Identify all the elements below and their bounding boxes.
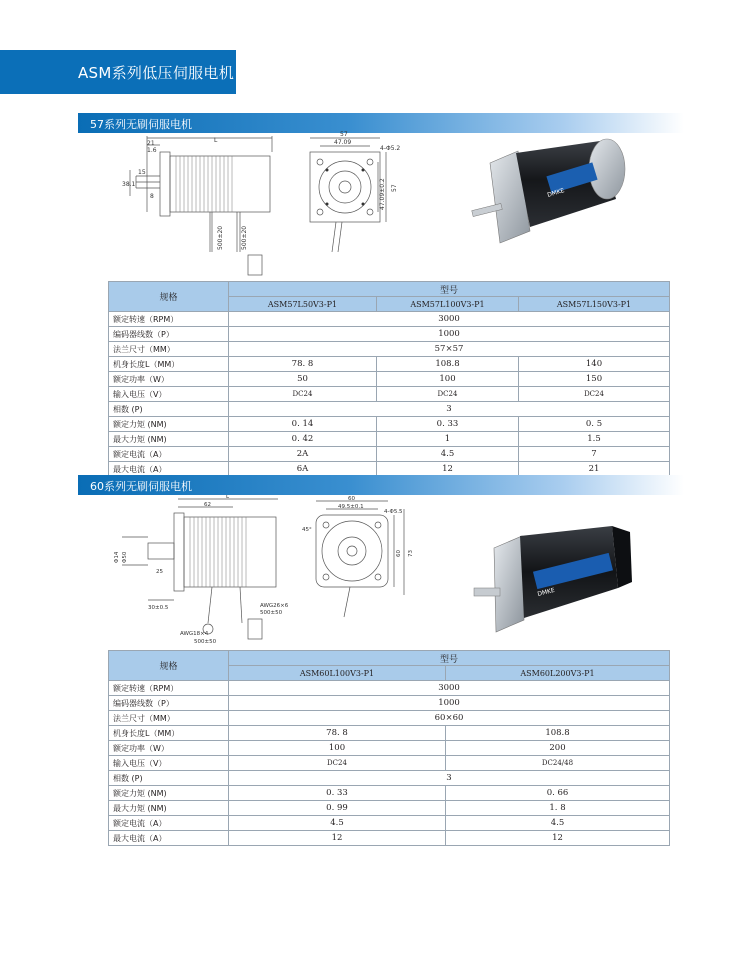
cell-value: 50	[229, 372, 377, 387]
table-row	[109, 357, 670, 372]
table-row	[109, 327, 670, 342]
dim-60-45deg: 45°	[302, 527, 312, 533]
motor-60-photo	[470, 522, 640, 634]
spec-table-57	[108, 281, 670, 477]
cell-value: DC24/48	[446, 756, 670, 771]
table-60-model-header: 型号	[229, 651, 670, 666]
cell-value: 0. 66	[446, 786, 670, 801]
dim-60-73: 73	[408, 550, 414, 557]
dim-60-L: L	[226, 495, 230, 500]
cell-value: 0. 33	[377, 417, 519, 432]
row-label: 最大力矩 (NM)	[109, 801, 229, 816]
cell-value: 0. 14	[229, 417, 377, 432]
cell-value: 21	[519, 462, 670, 477]
dim-60-60-side: 60	[396, 550, 402, 557]
table-row	[109, 771, 670, 786]
dim-60-62: 62	[204, 502, 211, 508]
cell-value: 140	[519, 357, 670, 372]
row-label: 额定功率（W）	[109, 741, 229, 756]
cell-value: 12	[229, 831, 446, 846]
page-header-bar	[0, 50, 236, 94]
row-label: 输入电压（V）	[109, 387, 229, 402]
cell-value: DC24	[519, 387, 670, 402]
cell-value: 12	[446, 831, 670, 846]
dim-57-cable1: 500±20	[217, 225, 224, 250]
cell-value: DC24	[229, 756, 446, 771]
table-row	[109, 312, 670, 327]
table-57-model-2: ASM57L100V3-P1	[377, 297, 519, 312]
cell-value: 60×60	[229, 711, 670, 726]
row-label: 额定转速（RPM）	[109, 681, 229, 696]
dim-57-57-side: 57	[391, 184, 398, 192]
row-label: 额定力矩 (NM)	[109, 786, 229, 801]
dim-60-awg26: AWG26×6	[260, 603, 289, 609]
dim-57-8: 8	[150, 193, 154, 200]
table-57-spec-header: 规格	[109, 282, 229, 312]
row-label: 编码器线数（P）	[109, 696, 229, 711]
dim-57-holes: 4-Φ5.2	[380, 145, 401, 152]
table-57-model-header: 型号	[229, 282, 670, 297]
table-row	[109, 447, 670, 462]
row-label: 额定电流（A）	[109, 816, 229, 831]
spec-table-60	[108, 650, 670, 846]
row-label: 法兰尺寸（MM）	[109, 342, 229, 357]
cell-value: 4.5	[446, 816, 670, 831]
dim-57-47-09: 47.09	[334, 139, 352, 146]
section-57-title: 57系列无刷伺服电机	[90, 118, 192, 131]
table-60-spec-header: 规格	[109, 651, 229, 681]
row-label: 法兰尺寸（MM）	[109, 711, 229, 726]
table-row	[109, 741, 670, 756]
row-label: 额定力矩 (NM)	[109, 417, 229, 432]
cell-value: 78. 8	[229, 726, 446, 741]
dim-60-phi50: Φ50	[122, 551, 128, 563]
cell-value: 108.8	[446, 726, 670, 741]
dim-60-60-top: 60	[348, 496, 355, 502]
dim-60-cable2: 500±50	[260, 610, 283, 616]
cell-value: 2A	[229, 447, 377, 462]
row-label: 编码器线数（P）	[109, 327, 229, 342]
cell-value: 6A	[229, 462, 377, 477]
page-title: ASM系列低压伺服电机	[78, 64, 235, 82]
dim-57-15: 15	[138, 169, 146, 176]
cell-value: 0. 99	[229, 801, 446, 816]
cell-value: 150	[519, 372, 670, 387]
cell-value: DC24	[377, 387, 519, 402]
table-row	[109, 801, 670, 816]
row-label: 相数 (P)	[109, 402, 229, 417]
table-row	[109, 816, 670, 831]
drawing-60-front	[300, 495, 420, 625]
cell-value: 4.5	[229, 816, 446, 831]
dim-60-30: 30±0.5	[148, 605, 169, 611]
dim-60-cable1: 500±50	[194, 639, 217, 645]
table-57-model-1: ASM57L50V3-P1	[229, 297, 377, 312]
table-57-model-3: ASM57L150V3-P1	[519, 297, 670, 312]
cell-value: 1. 8	[446, 801, 670, 816]
dim-57-57-top: 57	[340, 131, 348, 138]
table-row	[109, 417, 670, 432]
table-60-model-2: ASM60L200V3-P1	[446, 666, 670, 681]
cell-value: 3	[229, 771, 670, 786]
cell-value: 1000	[229, 696, 670, 711]
table-row	[109, 432, 670, 447]
table-row	[109, 681, 670, 696]
cell-value: DC24	[229, 387, 377, 402]
cell-value: 4.5	[377, 447, 519, 462]
cell-value: 3	[229, 402, 670, 417]
cell-value: 0. 5	[519, 417, 670, 432]
cell-value: 78. 8	[229, 357, 377, 372]
cell-value: 1.5	[519, 432, 670, 447]
drawing-57-side	[122, 132, 287, 280]
dim-60-holes: 4-Φ5.5	[384, 509, 403, 515]
table-row	[109, 756, 670, 771]
row-label: 最大电流（A）	[109, 462, 229, 477]
cell-value: 200	[446, 741, 670, 756]
section-60-bar	[78, 475, 684, 495]
drawing-57-front	[292, 130, 417, 260]
cell-value: 3000	[229, 312, 670, 327]
dim-60-phi14: Φ14	[114, 551, 120, 563]
row-label: 额定功率（W）	[109, 372, 229, 387]
table-row	[109, 372, 670, 387]
table-row	[109, 342, 670, 357]
cell-value: 57×57	[229, 342, 670, 357]
cell-value: 100	[377, 372, 519, 387]
table-row	[109, 696, 670, 711]
cell-value: 3000	[229, 681, 670, 696]
row-label: 机身长度L（MM）	[109, 357, 229, 372]
cell-value: 0. 33	[229, 786, 446, 801]
dim-57-1-6: 1.6	[147, 147, 157, 154]
cell-value: 1	[377, 432, 519, 447]
table-60-model-1: ASM60L100V3-P1	[229, 666, 446, 681]
dim-57-L: L	[214, 137, 218, 144]
row-label: 输入电压（V）	[109, 756, 229, 771]
table-row	[109, 786, 670, 801]
dim-60-awg18: AWG18×4	[180, 631, 209, 637]
dim-57-21: 21	[147, 140, 155, 147]
motor-57-photo	[470, 135, 640, 250]
table-row	[109, 402, 670, 417]
dim-60-25: 25	[156, 569, 163, 575]
dim-57-47-tol: 47.09±0.2	[379, 178, 386, 210]
row-label: 额定电流（A）	[109, 447, 229, 462]
table-row	[109, 831, 670, 846]
cell-value: 100	[229, 741, 446, 756]
row-label: 相数 (P)	[109, 771, 229, 786]
table-row	[109, 711, 670, 726]
row-label: 机身长度L（MM）	[109, 726, 229, 741]
motor-60-brand: DMKE	[536, 586, 556, 598]
table-row	[109, 726, 670, 741]
cell-value: 12	[377, 462, 519, 477]
table-row	[109, 387, 670, 402]
section-60-title: 60系列无刷伺服电机	[90, 480, 192, 493]
dim-57-38-1: 38.1	[122, 181, 136, 188]
row-label: 最大电流（A）	[109, 831, 229, 846]
motor-57-brand: DMKE	[546, 187, 566, 199]
dim-60-49-5: 49.5±0.1	[338, 504, 364, 510]
cell-value: 0. 42	[229, 432, 377, 447]
cell-value: 1000	[229, 327, 670, 342]
dim-57-cable2: 500±20	[241, 225, 248, 250]
row-label: 额定转速（RPM）	[109, 312, 229, 327]
cell-value: 108.8	[377, 357, 519, 372]
row-label: 最大力矩 (NM)	[109, 432, 229, 447]
cell-value: 7	[519, 447, 670, 462]
drawing-60-side	[108, 495, 298, 650]
